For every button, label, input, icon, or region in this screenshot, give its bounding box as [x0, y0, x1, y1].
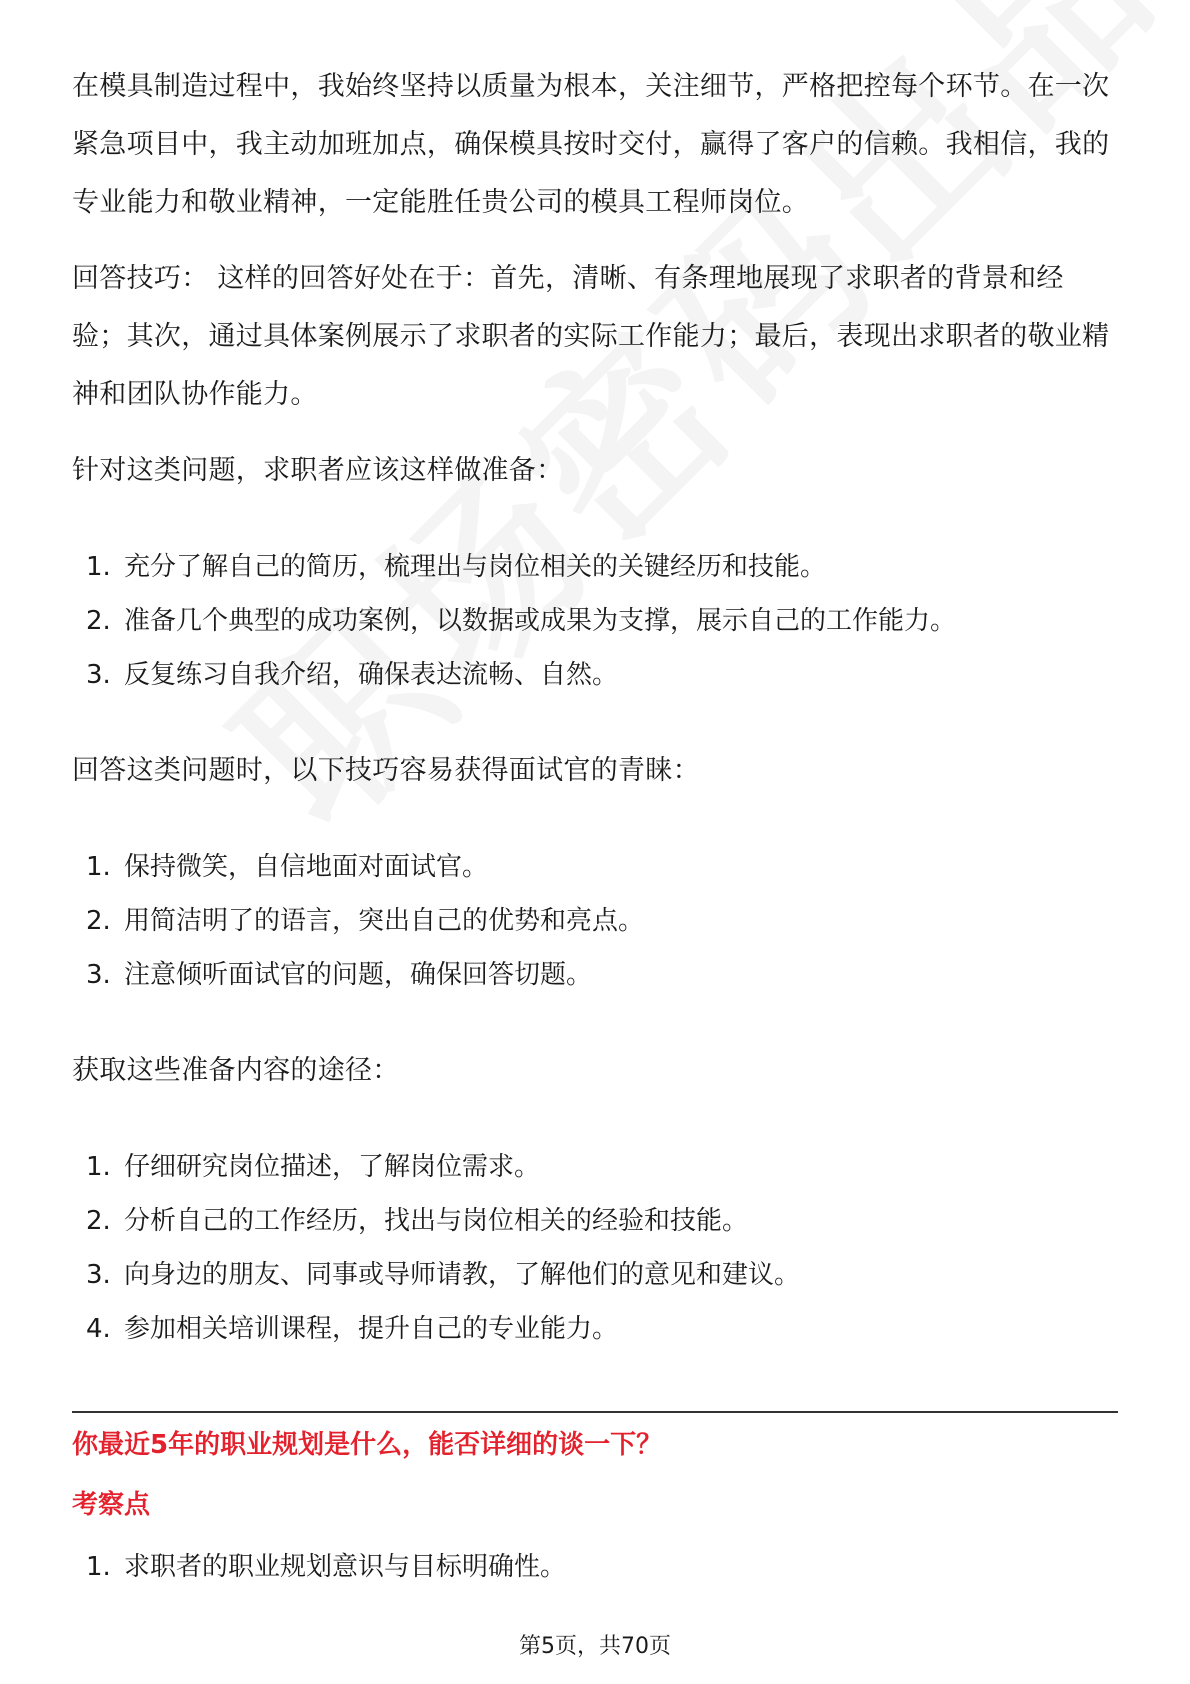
list-item: 1. 求职者的职业规划意识与目标明确性。	[86, 1552, 567, 1582]
list-item: 4. 参加相关培训课程，提升自己的专业能力。	[86, 1314, 619, 1344]
prep-heading: 针对这类问题，求职者应该这样做准备：	[72, 455, 564, 486]
list-item: 1. 充分了解自己的简历，梳理出与岗位相关的关键经历和技能。	[86, 552, 827, 582]
source-list	[72, 1140, 1118, 1356]
tips-paragraph: 回答技巧： 这样的回答好处在于：首先，清晰、有条理地展现了求职者的背景和经验；其次，通过具体案例展示了求职者的实际工作能力；最后，表现出求职者的敬业精神和团队协作能力。	[72, 263, 1110, 410]
list-item: 2. 用简洁明了的语言，突出自己的优势和亮点。	[86, 906, 645, 936]
prep-list	[72, 540, 1118, 702]
question-heading: 你最近5年的职业规划是什么，能否详细的谈一下？	[72, 1430, 663, 1460]
assessment-list	[72, 1540, 1118, 1594]
list-item: 3. 反复练习自我介绍，确保表达流畅、自然。	[86, 660, 619, 690]
list-item: 3. 注意倾听面试官的问题，确保回答切题。	[86, 960, 593, 990]
skills-heading: 回答这类问题时，以下技巧容易获得面试官的青睐：	[72, 755, 700, 786]
intro-paragraph: 在模具制造过程中，我始终坚持以质量为根本，关注细节，严格把控每个环节。在一次紧急项目中，我主动加班加点，确保模具按时交付，赢得了客户的信赖。我相信，我的专业能力和敬业精神，一定能胜任贵公司的模具工程师岗位。	[72, 71, 1110, 218]
section-divider	[72, 1411, 1118, 1413]
page-footer: 第5页，共70页	[519, 1634, 671, 1659]
list-item: 2. 准备几个典型的成功案例，以数据或成果为支撑，展示自己的工作能力。	[86, 606, 957, 636]
source-heading: 获取这些准备内容的途径：	[72, 1055, 400, 1086]
list-item: 3. 向身边的朋友、同事或导师请教，了解他们的意见和建议。	[86, 1260, 801, 1290]
skills-list	[72, 840, 1118, 1002]
page-content	[72, 58, 1118, 1396]
list-item: 1. 仔细研究岗位描述，了解岗位需求。	[86, 1152, 541, 1182]
list-item: 2. 分析自己的工作经历，找出与岗位相关的经验和技能。	[86, 1206, 749, 1236]
section-label: 考察点	[72, 1490, 151, 1520]
list-item: 1. 保持微笑，自信地面对面试官。	[86, 852, 489, 882]
